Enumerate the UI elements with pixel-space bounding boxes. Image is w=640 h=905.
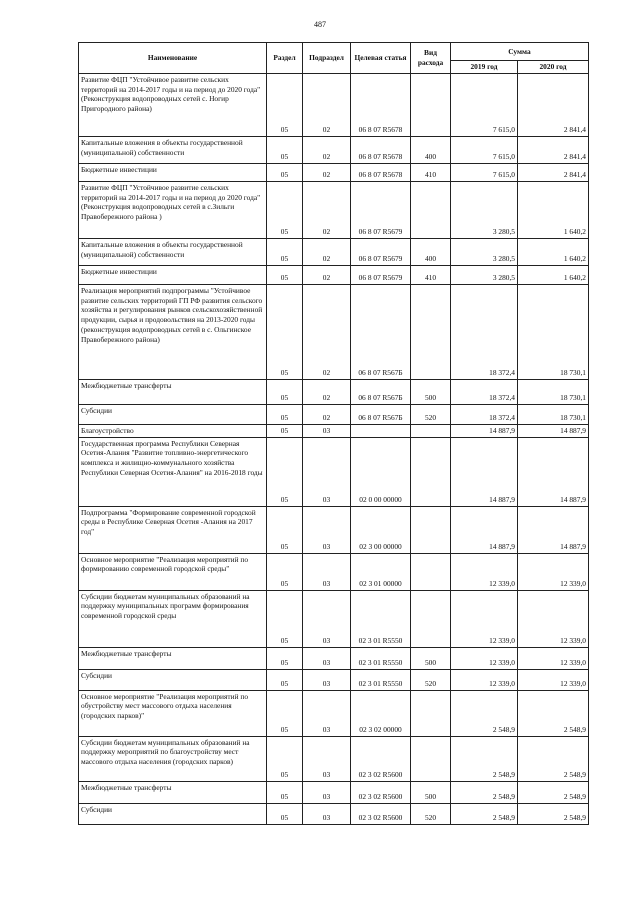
table-row: [79, 265, 589, 284]
row-name: Развитие ФЦП "Устойчивое развитие сельских территорий на 2014-2017 годы и на период до 2020 года" (Реконструкция водопроводных сетей в с.Зильги Правобережного района ): [79, 181, 267, 238]
row-vid: 400: [411, 238, 451, 265]
row-razdel: 05: [267, 803, 303, 824]
row-podrazdel: 02: [303, 379, 351, 404]
row-sum-2020: 12 339,0: [518, 553, 589, 590]
row-sum-2019: 2 548,9: [451, 736, 518, 781]
row-razdel: 05: [267, 265, 303, 284]
row-podrazdel: 03: [303, 803, 351, 824]
table-row: [79, 284, 589, 379]
row-name: Субсидии бюджетам муниципальных образований на поддержку муниципальных программ формирования современной городской среды: [79, 590, 267, 647]
row-target: 06 8 07 R5679: [351, 265, 411, 284]
row-target: 06 8 07 R5678: [351, 73, 411, 136]
table-row: [79, 238, 589, 265]
row-vid: [411, 553, 451, 590]
row-podrazdel: 02: [303, 238, 351, 265]
row-sum-2019: 14 887,9: [451, 437, 518, 506]
row-name: Капитальные вложения в объекты государственной (муниципальной) собственности: [79, 238, 267, 265]
row-vid: 500: [411, 379, 451, 404]
row-name: Государственная программа Республики Северная Осетия-Алания "Развитие топливно-энергетического комплекса и жилищно-коммунального хозяйства Республики Северная Осетия-Алания" на 2016-2018 годы: [79, 437, 267, 506]
table-row: [79, 669, 589, 690]
row-target: 06 8 07 R5678: [351, 163, 411, 181]
row-name: Развитие ФЦП "Устойчивое развитие сельских территорий на 2014-2017 годы и на период до 2020 года" (Реконструкция водопроводных сетей с. Ногир Пригородного района): [79, 73, 267, 136]
row-podrazdel: 02: [303, 284, 351, 379]
row-name: Основное мероприятие "Реализация мероприятий по обустройству мест массового отдыха населения (городских парков)": [79, 690, 267, 736]
row-name: Благоустройство: [79, 424, 267, 437]
row-razdel: 05: [267, 424, 303, 437]
row-razdel: 05: [267, 506, 303, 553]
row-razdel: 05: [267, 238, 303, 265]
row-sum-2020: 14 887,9: [518, 437, 589, 506]
header-target: Целевая статья: [351, 43, 411, 74]
row-name: Реализация мероприятий подпрограммы "Устойчивое развитие сельских территорий ГП РФ развития сельского хозяйства и регулирования рынков сельскохозяйственной продукции, сырья и продовольствия на 2013-2020 годы (реконструкция водопроводных сетей в с. Ольгинское Правобережного района): [79, 284, 267, 379]
row-podrazdel: 03: [303, 736, 351, 781]
row-podrazdel: 03: [303, 781, 351, 803]
row-razdel: 05: [267, 669, 303, 690]
row-podrazdel: 02: [303, 163, 351, 181]
row-target: 02 0 00 00000: [351, 437, 411, 506]
row-podrazdel: 03: [303, 506, 351, 553]
row-vid: [411, 181, 451, 238]
row-name: Субсидии бюджетам муниципальных образований на поддержку мероприятий по благоустройству мест массового отдыха населения (городских парков): [79, 736, 267, 781]
header-vid: Вид расхода: [411, 43, 451, 74]
table-row: [79, 803, 589, 824]
table-header: [79, 43, 589, 74]
row-sum-2020: 12 339,0: [518, 647, 589, 669]
table-row: [79, 181, 589, 238]
table-row: [79, 424, 589, 437]
row-target: [351, 424, 411, 437]
row-vid: 400: [411, 136, 451, 163]
row-razdel: 05: [267, 379, 303, 404]
row-razdel: 05: [267, 73, 303, 136]
row-podrazdel: 02: [303, 265, 351, 284]
row-sum-2020: 12 339,0: [518, 669, 589, 690]
header-name: Наименование: [79, 43, 267, 74]
page-number: 487: [314, 20, 326, 29]
row-razdel: 05: [267, 781, 303, 803]
row-sum-2020: 1 640,2: [518, 238, 589, 265]
row-target: 06 8 07 R567Б: [351, 284, 411, 379]
row-sum-2019: 2 548,9: [451, 781, 518, 803]
row-sum-2019: 3 280,5: [451, 238, 518, 265]
row-target: 02 3 02 R5600: [351, 803, 411, 824]
row-sum-2020: 18 730,1: [518, 379, 589, 404]
row-sum-2020: 2 548,9: [518, 781, 589, 803]
row-target: 02 3 02 R5600: [351, 736, 411, 781]
table-row: [79, 781, 589, 803]
row-name: Межбюджетные трансферты: [79, 781, 267, 803]
row-vid: [411, 437, 451, 506]
row-target: 02 3 00 00000: [351, 506, 411, 553]
row-podrazdel: 02: [303, 136, 351, 163]
row-vid: [411, 506, 451, 553]
row-sum-2020: 1 640,2: [518, 265, 589, 284]
row-target: 06 8 07 R567Б: [351, 404, 411, 424]
row-sum-2020: 18 730,1: [518, 284, 589, 379]
row-sum-2019: 12 339,0: [451, 553, 518, 590]
table-row: [79, 136, 589, 163]
row-vid: 410: [411, 265, 451, 284]
row-target: 06 8 07 R5679: [351, 181, 411, 238]
row-razdel: 05: [267, 284, 303, 379]
row-vid: 500: [411, 781, 451, 803]
row-sum-2020: 2 548,9: [518, 690, 589, 736]
row-target: 02 3 02 R5600: [351, 781, 411, 803]
row-sum-2019: 14 887,9: [451, 506, 518, 553]
row-target: 02 3 01 00000: [351, 553, 411, 590]
row-target: 06 8 07 R5678: [351, 136, 411, 163]
row-name: Межбюджетные трансферты: [79, 647, 267, 669]
table-body: [79, 73, 589, 824]
row-vid: 520: [411, 803, 451, 824]
row-sum-2019: 7 615,0: [451, 73, 518, 136]
budget-table: [78, 42, 589, 825]
row-sum-2019: 3 280,5: [451, 181, 518, 238]
row-sum-2019: 18 372,4: [451, 379, 518, 404]
row-name: Межбюджетные трансферты: [79, 379, 267, 404]
row-sum-2019: 12 339,0: [451, 647, 518, 669]
row-sum-2019: 12 339,0: [451, 590, 518, 647]
row-sum-2020: 2 841,4: [518, 163, 589, 181]
table-row: [79, 553, 589, 590]
row-sum-2019: 2 548,9: [451, 690, 518, 736]
header-year-2019: 2019 год: [451, 61, 518, 74]
header-year-2020: 2020 год: [518, 61, 589, 74]
row-vid: [411, 73, 451, 136]
row-sum-2019: 12 339,0: [451, 669, 518, 690]
table-row: [79, 437, 589, 506]
table-row: [79, 690, 589, 736]
row-vid: 410: [411, 163, 451, 181]
row-razdel: 05: [267, 590, 303, 647]
row-name: Субсидии: [79, 803, 267, 824]
row-podrazdel: 03: [303, 647, 351, 669]
row-razdel: 05: [267, 553, 303, 590]
row-sum-2019: 7 615,0: [451, 136, 518, 163]
row-sum-2019: 3 280,5: [451, 265, 518, 284]
row-podrazdel: 03: [303, 590, 351, 647]
row-razdel: 05: [267, 736, 303, 781]
table-row: [79, 647, 589, 669]
row-sum-2020: 2 548,9: [518, 803, 589, 824]
row-sum-2020: 2 548,9: [518, 736, 589, 781]
row-vid: [411, 424, 451, 437]
table-row: [79, 404, 589, 424]
row-sum-2019: 18 372,4: [451, 404, 518, 424]
row-podrazdel: 03: [303, 690, 351, 736]
row-name: Субсидии: [79, 669, 267, 690]
row-vid: [411, 590, 451, 647]
row-razdel: 05: [267, 163, 303, 181]
row-name: Подпрограмма "Формирование современной городской среды в Республике Северная Осетия -Алания на 2017 год": [79, 506, 267, 553]
row-vid: [411, 284, 451, 379]
header-podrazdel: Подраздел: [303, 43, 351, 74]
row-razdel: 05: [267, 404, 303, 424]
row-sum-2019: 7 615,0: [451, 163, 518, 181]
row-vid: [411, 736, 451, 781]
row-target: 02 3 01 R5550: [351, 669, 411, 690]
row-podrazdel: 02: [303, 404, 351, 424]
row-vid: 520: [411, 404, 451, 424]
row-sum-2020: 14 887,9: [518, 506, 589, 553]
row-name: Основное мероприятие "Реализация мероприятий по формированию современной городской среды": [79, 553, 267, 590]
row-razdel: 05: [267, 437, 303, 506]
row-name: Субсидии: [79, 404, 267, 424]
header-razdel: Раздел: [267, 43, 303, 74]
row-podrazdel: 03: [303, 424, 351, 437]
row-sum-2019: 2 548,9: [451, 803, 518, 824]
row-razdel: 05: [267, 647, 303, 669]
row-razdel: 05: [267, 136, 303, 163]
row-vid: [411, 690, 451, 736]
row-podrazdel: 02: [303, 181, 351, 238]
row-razdel: 05: [267, 181, 303, 238]
table-row: [79, 590, 589, 647]
row-sum-2020: 2 841,4: [518, 136, 589, 163]
row-sum-2019: 18 372,4: [451, 284, 518, 379]
row-target: 06 8 07 R567Б: [351, 379, 411, 404]
row-sum-2020: 2 841,4: [518, 73, 589, 136]
row-name: Капитальные вложения в объекты государственной (муниципальной) собственности: [79, 136, 267, 163]
table-row: [79, 163, 589, 181]
row-sum-2020: 14 887,9: [518, 424, 589, 437]
row-name: Бюджетные инвестиции: [79, 265, 267, 284]
row-vid: 520: [411, 669, 451, 690]
row-sum-2019: 14 887,9: [451, 424, 518, 437]
row-podrazdel: 02: [303, 73, 351, 136]
row-sum-2020: 1 640,2: [518, 181, 589, 238]
row-name: Бюджетные инвестиции: [79, 163, 267, 181]
row-sum-2020: 12 339,0: [518, 590, 589, 647]
row-podrazdel: 03: [303, 437, 351, 506]
row-target: 06 8 07 R5679: [351, 238, 411, 265]
row-target: 02 3 02 00000: [351, 690, 411, 736]
table-row: [79, 736, 589, 781]
row-sum-2020: 18 730,1: [518, 404, 589, 424]
row-podrazdel: 03: [303, 553, 351, 590]
table-row: [79, 73, 589, 136]
table-row: [79, 379, 589, 404]
row-podrazdel: 03: [303, 669, 351, 690]
row-target: 02 3 01 R5550: [351, 647, 411, 669]
row-target: 02 3 01 R5550: [351, 590, 411, 647]
row-vid: 500: [411, 647, 451, 669]
row-razdel: 05: [267, 690, 303, 736]
header-sum: Сумма: [451, 43, 589, 61]
table-row: [79, 506, 589, 553]
